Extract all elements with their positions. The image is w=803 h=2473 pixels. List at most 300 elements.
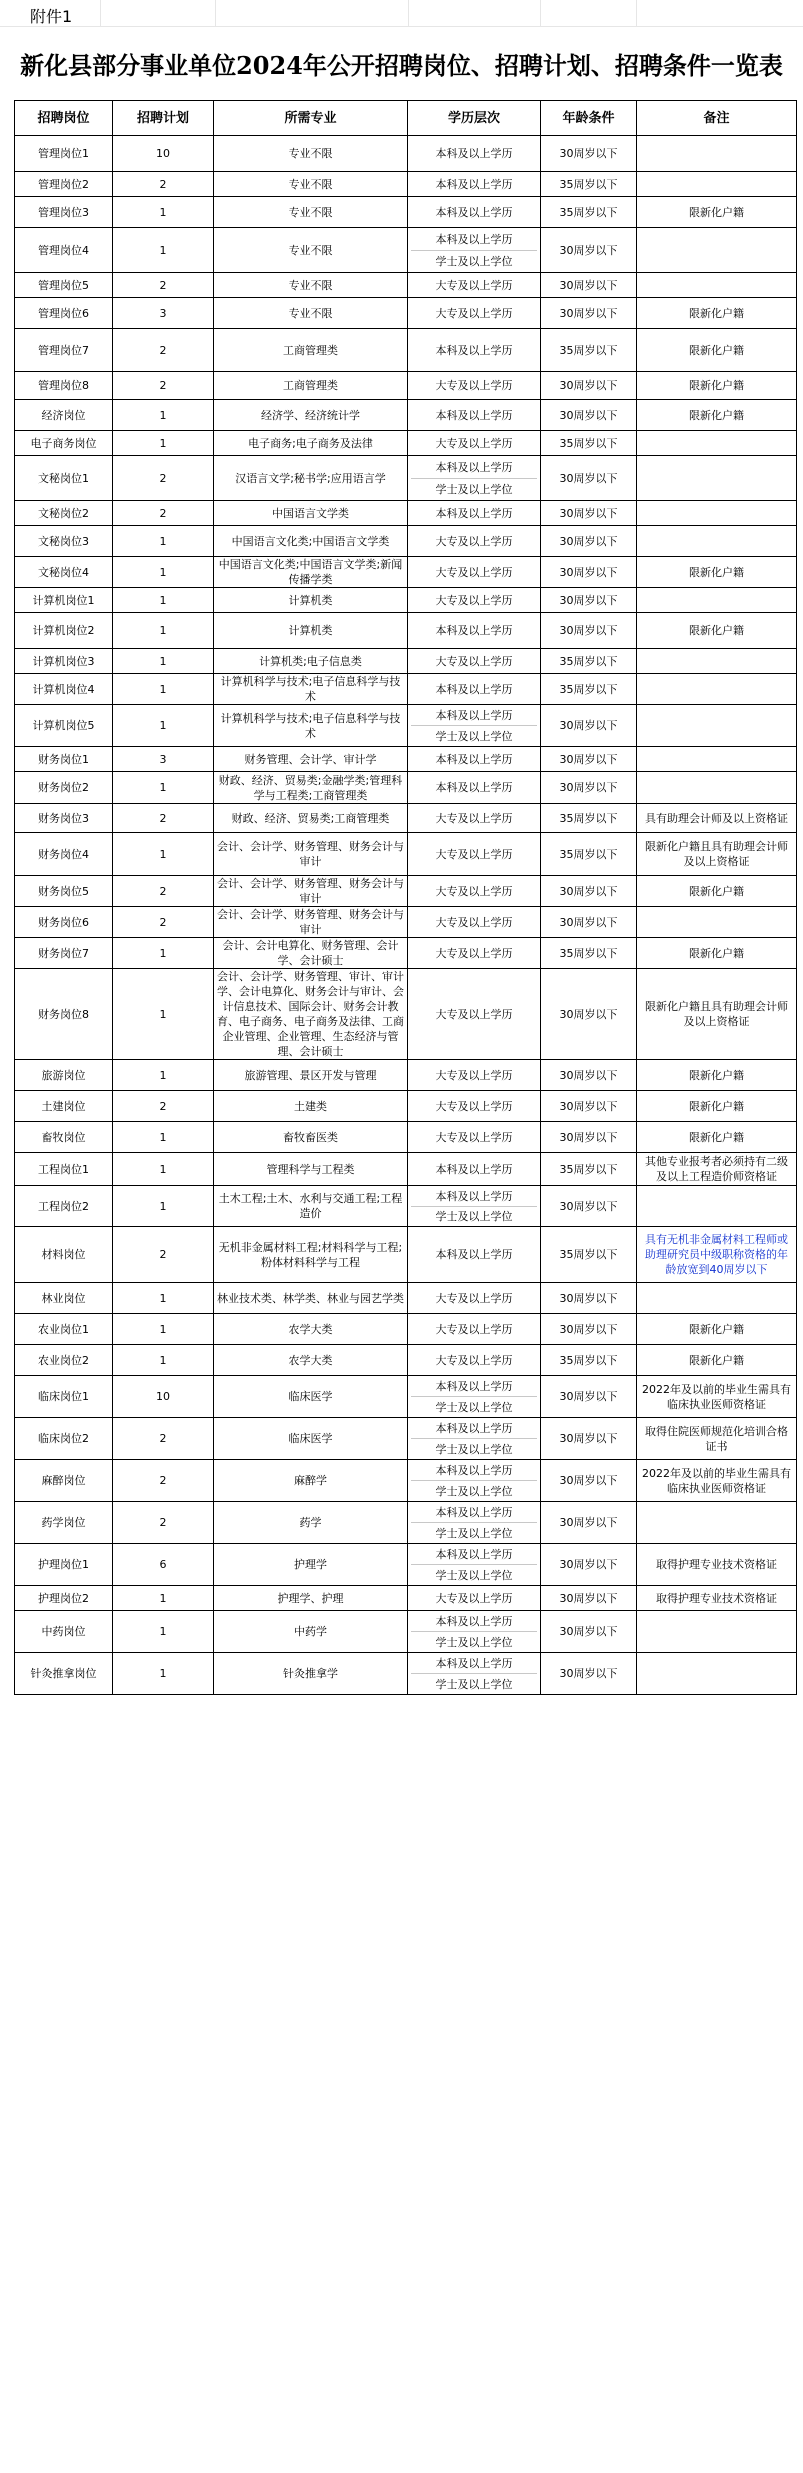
cell-position: 财务岗位7: [15, 938, 113, 969]
cell-major: 计算机类;电子信息类: [214, 649, 408, 674]
gridline: [215, 0, 216, 26]
cell-major: 中国语言文化类;中国语言文学类: [214, 526, 408, 557]
cell-age: 35周岁以下: [541, 1153, 637, 1186]
cell-age: 35周岁以下: [541, 649, 637, 674]
table-row: [15, 1345, 797, 1376]
cell-plan: 1: [113, 197, 214, 228]
cell-position: 土建岗位: [15, 1091, 113, 1122]
cell-notes: 限新化户籍: [637, 298, 797, 329]
table-row: [15, 876, 797, 907]
cell-plan: 2: [113, 329, 214, 372]
cell-major: 中国语言文学类: [214, 501, 408, 526]
cell-education: 大专及以上学历: [408, 273, 541, 298]
cell-education: [408, 1653, 541, 1695]
cell-age: 30周岁以下: [541, 456, 637, 501]
cell-plan: 1: [113, 228, 214, 273]
cell-notes: [637, 907, 797, 938]
cell-plan: 1: [113, 1186, 214, 1227]
cell-major: 专业不限: [214, 172, 408, 197]
gridline: [408, 0, 409, 26]
cell-position: 财务岗位5: [15, 876, 113, 907]
cell-notes: 限新化户籍且具有助理会计师及以上资格证: [637, 969, 797, 1060]
cell-notes: [637, 456, 797, 501]
cell-position: 管理岗位2: [15, 172, 113, 197]
cell-position: 管理岗位6: [15, 298, 113, 329]
cell-notes: [637, 1653, 797, 1695]
table-row: [15, 833, 797, 876]
cell-major: 计算机类: [214, 588, 408, 613]
cell-position: 护理岗位1: [15, 1544, 113, 1586]
cell-notes: [637, 1611, 797, 1653]
cell-major: 会计、会计电算化、财务管理、会计学、会计硕士: [214, 938, 408, 969]
cell-position: 计算机岗位2: [15, 613, 113, 649]
cell-position: 畜牧岗位: [15, 1122, 113, 1153]
table-row: [15, 747, 797, 772]
table-row: [15, 1153, 797, 1186]
cell-education: 大专及以上学历: [408, 1091, 541, 1122]
education-level: 本科及以上学历: [411, 1418, 537, 1439]
table-row: [15, 1186, 797, 1227]
cell-major: 临床医学: [214, 1418, 408, 1460]
gridline: [540, 0, 541, 26]
cell-age: 35周岁以下: [541, 431, 637, 456]
cell-major: 中国语言文化类;中国语言文学类;新闻传播学类: [214, 557, 408, 588]
cell-age: 30周岁以下: [541, 1060, 637, 1091]
cell-education: 大专及以上学历: [408, 833, 541, 876]
cell-notes: [637, 273, 797, 298]
cell-major: 专业不限: [214, 136, 408, 172]
table-row: [15, 613, 797, 649]
cell-education: 大专及以上学历: [408, 557, 541, 588]
cell-education: [408, 1376, 541, 1418]
cell-position: 麻醉岗位: [15, 1460, 113, 1502]
cell-notes: 限新化户籍: [637, 1314, 797, 1345]
cell-position: 财务岗位3: [15, 804, 113, 833]
table-row: [15, 329, 797, 372]
degree-level: 学士及以上学位: [435, 483, 513, 496]
cell-major: 农学大类: [214, 1314, 408, 1345]
cell-education: 大专及以上学历: [408, 804, 541, 833]
cell-major: 林业技术类、林学类、林业与园艺学类: [214, 1283, 408, 1314]
cell-major: 中药学: [214, 1611, 408, 1653]
cell-notes: [637, 1283, 797, 1314]
table-row: [15, 1122, 797, 1153]
cell-position: 电子商务岗位: [15, 431, 113, 456]
cell-major: 财政、经济、贸易类;工商管理类: [214, 804, 408, 833]
cell-education: 大专及以上学历: [408, 1122, 541, 1153]
table-row: [15, 804, 797, 833]
cell-position: 旅游岗位: [15, 1060, 113, 1091]
cell-notes: 限新化户籍: [637, 1060, 797, 1091]
degree-level: 学士及以上学位: [435, 729, 513, 743]
cell-education: [408, 1418, 541, 1460]
degree-level: 学士及以上学位: [435, 1568, 513, 1582]
cell-position: 经济岗位: [15, 400, 113, 431]
cell-notes: 具有助理会计师及以上资格证: [637, 804, 797, 833]
degree-level: 学士及以上学位: [435, 255, 513, 268]
table-row: [15, 197, 797, 228]
cell-age: 35周岁以下: [541, 197, 637, 228]
cell-position: 财务岗位8: [15, 969, 113, 1060]
cell-position: 工程岗位2: [15, 1186, 113, 1227]
cell-major: 农学大类: [214, 1345, 408, 1376]
cell-education: 大专及以上学历: [408, 1586, 541, 1611]
cell-notes: [637, 228, 797, 273]
attachment-label: 附件1: [30, 7, 73, 26]
cell-position: 文秘岗位2: [15, 501, 113, 526]
table-row: [15, 228, 797, 273]
table-row: [15, 588, 797, 613]
cell-education: 大专及以上学历: [408, 431, 541, 456]
cell-position: 管理岗位8: [15, 372, 113, 400]
table-row: [15, 456, 797, 501]
cell-notes: 限新化户籍: [637, 557, 797, 588]
cell-age: 35周岁以下: [541, 172, 637, 197]
cell-position: 林业岗位: [15, 1283, 113, 1314]
cell-major: 药学: [214, 1502, 408, 1544]
cell-education: 本科及以上学历: [408, 172, 541, 197]
cell-age: 30周岁以下: [541, 907, 637, 938]
attachment-row: [0, 0, 803, 27]
cell-plan: 2: [113, 876, 214, 907]
cell-position: 计算机岗位3: [15, 649, 113, 674]
cell-major: 临床医学: [214, 1376, 408, 1418]
cell-age: 30周岁以下: [541, 557, 637, 588]
cell-age: 30周岁以下: [541, 1611, 637, 1653]
cell-major: 工商管理类: [214, 372, 408, 400]
cell-education: [408, 1186, 541, 1227]
table-row: [15, 273, 797, 298]
cell-education: [408, 228, 541, 273]
table-row: [15, 1227, 797, 1283]
cell-major: 财务管理、会计学、审计学: [214, 747, 408, 772]
cell-position: 计算机岗位1: [15, 588, 113, 613]
table-row: [15, 772, 797, 804]
cell-notes: 2022年及以前的毕业生需具有临床执业医师资格证: [637, 1376, 797, 1418]
education-level: 本科及以上学历: [411, 1460, 537, 1481]
cell-major: 会计、会计学、财务管理、财务会计与审计: [214, 833, 408, 876]
table-row: [15, 501, 797, 526]
education-level: 本科及以上学历: [411, 705, 537, 726]
cell-position: 财务岗位6: [15, 907, 113, 938]
table-row: [15, 705, 797, 747]
col-header-position: 招聘岗位: [15, 101, 113, 136]
cell-education: 本科及以上学历: [408, 197, 541, 228]
cell-plan: 1: [113, 1153, 214, 1186]
cell-plan: 1: [113, 400, 214, 431]
cell-plan: 2: [113, 273, 214, 298]
cell-education: 大专及以上学历: [408, 1060, 541, 1091]
cell-notes: 限新化户籍: [637, 329, 797, 372]
table-row: [15, 1586, 797, 1611]
cell-plan: 10: [113, 136, 214, 172]
cell-plan: 2: [113, 501, 214, 526]
cell-education: [408, 456, 541, 501]
degree-level: 学士及以上学位: [435, 1442, 513, 1456]
table-row: [15, 1376, 797, 1418]
col-header-plan: 招聘计划: [113, 101, 214, 136]
cell-major: 财政、经济、贸易类;金融学类;管理科学与工程类;工商管理类: [214, 772, 408, 804]
cell-position: 计算机岗位5: [15, 705, 113, 747]
cell-major: 旅游管理、景区开发与管理: [214, 1060, 408, 1091]
cell-age: 30周岁以下: [541, 876, 637, 907]
cell-age: 30周岁以下: [541, 613, 637, 649]
cell-age: 30周岁以下: [541, 298, 637, 329]
degree-level: 学士及以上学位: [435, 1677, 513, 1691]
col-header-major: 所需专业: [214, 101, 408, 136]
cell-age: 30周岁以下: [541, 1314, 637, 1345]
table-row: [15, 1283, 797, 1314]
cell-education: 大专及以上学历: [408, 649, 541, 674]
cell-education: 本科及以上学历: [408, 136, 541, 172]
cell-education: 本科及以上学历: [408, 1153, 541, 1186]
education-level: 本科及以上学历: [411, 1502, 537, 1523]
cell-age: 30周岁以下: [541, 372, 637, 400]
table-row: [15, 172, 797, 197]
cell-age: 30周岁以下: [541, 1586, 637, 1611]
table-row: [15, 1502, 797, 1544]
cell-notes: 取得护理专业技术资格证: [637, 1544, 797, 1586]
cell-major: 经济学、经济统计学: [214, 400, 408, 431]
cell-plan: 1: [113, 557, 214, 588]
cell-major: 计算机科学与技术;电子信息科学与技术: [214, 674, 408, 705]
cell-age: 30周岁以下: [541, 1653, 637, 1695]
cell-position: 药学岗位: [15, 1502, 113, 1544]
cell-position: 农业岗位1: [15, 1314, 113, 1345]
cell-position: 护理岗位2: [15, 1586, 113, 1611]
cell-notes: 限新化户籍: [637, 938, 797, 969]
cell-age: 30周岁以下: [541, 588, 637, 613]
cell-education: 大专及以上学历: [408, 298, 541, 329]
degree-level: 学士及以上学位: [435, 1526, 513, 1540]
cell-notes: [637, 431, 797, 456]
cell-notes: [637, 747, 797, 772]
cell-major: 专业不限: [214, 228, 408, 273]
cell-age: 35周岁以下: [541, 938, 637, 969]
cell-position: 计算机岗位4: [15, 674, 113, 705]
cell-position: 财务岗位2: [15, 772, 113, 804]
cell-plan: 2: [113, 372, 214, 400]
cell-plan: 1: [113, 1060, 214, 1091]
cell-age: 30周岁以下: [541, 1122, 637, 1153]
table-row: [15, 674, 797, 705]
cell-plan: 2: [113, 1418, 214, 1460]
cell-age: 30周岁以下: [541, 747, 637, 772]
cell-age: 30周岁以下: [541, 772, 637, 804]
cell-major: 会计、会计学、财务管理、审计、审计学、会计电算化、财务会计与审计、会计信息技术、国际会计、财务会计教育、电子商务、电子商务及法律、工商企业管理、企业管理、生态经济与管理、会计硕士: [214, 969, 408, 1060]
cell-plan: 2: [113, 456, 214, 501]
recruitment-table: [14, 100, 797, 1695]
cell-notes: 限新化户籍: [637, 400, 797, 431]
cell-major: 管理科学与工程类: [214, 1153, 408, 1186]
cell-position: 管理岗位5: [15, 273, 113, 298]
cell-age: 30周岁以下: [541, 969, 637, 1060]
cell-age: 30周岁以下: [541, 1283, 637, 1314]
cell-plan: 1: [113, 1122, 214, 1153]
cell-education: [408, 1611, 541, 1653]
header-row: [15, 101, 797, 136]
cell-position: 财务岗位4: [15, 833, 113, 876]
cell-position: 管理岗位7: [15, 329, 113, 372]
cell-notes: [637, 136, 797, 172]
cell-notes: [637, 772, 797, 804]
table-row: [15, 1314, 797, 1345]
cell-position: 农业岗位2: [15, 1345, 113, 1376]
cell-education: [408, 1460, 541, 1502]
cell-notes: [637, 1186, 797, 1227]
table-row: [15, 431, 797, 456]
cell-major: 工商管理类: [214, 329, 408, 372]
cell-age: 35周岁以下: [541, 833, 637, 876]
table-body: [15, 136, 797, 1695]
education-level: 本科及以上学历: [411, 1186, 537, 1207]
cell-plan: 1: [113, 938, 214, 969]
cell-age: 35周岁以下: [541, 1345, 637, 1376]
cell-age: 30周岁以下: [541, 526, 637, 557]
education-level: 本科及以上学历: [411, 1376, 537, 1397]
cell-age: 30周岁以下: [541, 273, 637, 298]
cell-notes: 限新化户籍: [637, 372, 797, 400]
cell-age: 30周岁以下: [541, 1544, 637, 1586]
cell-plan: 3: [113, 747, 214, 772]
cell-major: 电子商务;电子商务及法律: [214, 431, 408, 456]
cell-plan: 1: [113, 1586, 214, 1611]
cell-age: 30周岁以下: [541, 1502, 637, 1544]
gridline: [636, 0, 637, 26]
gridline: [100, 0, 101, 26]
degree-level: 学士及以上学位: [435, 1400, 513, 1414]
cell-age: 35周岁以下: [541, 804, 637, 833]
degree-level: 学士及以上学位: [435, 1210, 513, 1223]
cell-major: 计算机科学与技术;电子信息科学与技术: [214, 705, 408, 747]
cell-education: 本科及以上学历: [408, 329, 541, 372]
cell-education: 大专及以上学历: [408, 1283, 541, 1314]
cell-plan: 1: [113, 1345, 214, 1376]
cell-major: 护理学、护理: [214, 1586, 408, 1611]
cell-education: [408, 705, 541, 747]
cell-plan: 1: [113, 1283, 214, 1314]
cell-position: 材料岗位: [15, 1227, 113, 1283]
cell-position: 文秘岗位1: [15, 456, 113, 501]
cell-plan: 10: [113, 1376, 214, 1418]
cell-education: 大专及以上学历: [408, 526, 541, 557]
cell-education: 大专及以上学历: [408, 907, 541, 938]
table-row: [15, 400, 797, 431]
cell-notes: 限新化户籍且具有助理会计师及以上资格证: [637, 833, 797, 876]
cell-notes: 限新化户籍: [637, 1345, 797, 1376]
cell-age: 30周岁以下: [541, 136, 637, 172]
cell-age: 35周岁以下: [541, 1227, 637, 1283]
cell-major: 土木工程;土木、水利与交通工程;工程造价: [214, 1186, 408, 1227]
cell-age: 30周岁以下: [541, 501, 637, 526]
cell-plan: 2: [113, 907, 214, 938]
education-level: 本科及以上学历: [411, 1653, 537, 1674]
cell-notes: 取得护理专业技术资格证: [637, 1586, 797, 1611]
table-row: [15, 1611, 797, 1653]
cell-position: 临床岗位2: [15, 1418, 113, 1460]
cell-major: 计算机类: [214, 613, 408, 649]
cell-age: 30周岁以下: [541, 1376, 637, 1418]
cell-age: 30周岁以下: [541, 228, 637, 273]
cell-age: 30周岁以下: [541, 705, 637, 747]
degree-level: 学士及以上学位: [435, 1635, 513, 1649]
cell-plan: 1: [113, 1314, 214, 1345]
cell-age: 30周岁以下: [541, 1091, 637, 1122]
cell-plan: 1: [113, 772, 214, 804]
cell-major: 针灸推拿学: [214, 1653, 408, 1695]
cell-education: 大专及以上学历: [408, 969, 541, 1060]
cell-notes: 限新化户籍: [637, 197, 797, 228]
cell-education: [408, 1502, 541, 1544]
table-row: [15, 1091, 797, 1122]
cell-major: 专业不限: [214, 197, 408, 228]
cell-notes: 限新化户籍: [637, 1091, 797, 1122]
table-row: [15, 136, 797, 172]
col-header-age: 年龄条件: [541, 101, 637, 136]
cell-notes: [637, 588, 797, 613]
cell-plan: 1: [113, 969, 214, 1060]
cell-education: 本科及以上学历: [408, 501, 541, 526]
cell-plan: 1: [113, 674, 214, 705]
cell-major: 会计、会计学、财务管理、财务会计与审计: [214, 907, 408, 938]
cell-major: 汉语言文学;秘书学;应用语言学: [214, 456, 408, 501]
cell-position: 针灸推拿岗位: [15, 1653, 113, 1695]
cell-major: 护理学: [214, 1544, 408, 1586]
cell-plan: 1: [113, 431, 214, 456]
cell-age: 30周岁以下: [541, 400, 637, 431]
cell-age: 30周岁以下: [541, 1460, 637, 1502]
cell-notes: 2022年及以前的毕业生需具有临床执业医师资格证: [637, 1460, 797, 1502]
page-title: 新化县部分事业单位2024年公开招聘岗位、招聘计划、招聘条件一览表: [20, 50, 783, 80]
cell-education: 大专及以上学历: [408, 1314, 541, 1345]
cell-notes: [637, 649, 797, 674]
table-row: [15, 649, 797, 674]
cell-plan: 6: [113, 1544, 214, 1586]
education-level: 本科及以上学历: [411, 228, 537, 251]
cell-notes: 限新化户籍: [637, 876, 797, 907]
cell-major: 土建类: [214, 1091, 408, 1122]
cell-notes: 具有无机非金属材料工程师或助理研究员中级职称资格的年龄放宽到40周岁以下: [637, 1227, 797, 1283]
cell-position: 管理岗位3: [15, 197, 113, 228]
cell-plan: 2: [113, 1502, 214, 1544]
education-level: 本科及以上学历: [411, 456, 537, 479]
cell-plan: 2: [113, 1227, 214, 1283]
cell-education: 本科及以上学历: [408, 747, 541, 772]
cell-notes: [637, 674, 797, 705]
cell-notes: 取得住院医师规范化培训合格证书: [637, 1418, 797, 1460]
table-row: [15, 938, 797, 969]
cell-plan: 1: [113, 833, 214, 876]
cell-age: 30周岁以下: [541, 1418, 637, 1460]
cell-plan: 1: [113, 1611, 214, 1653]
education-level: 本科及以上学历: [411, 1544, 537, 1565]
cell-notes: [637, 705, 797, 747]
cell-notes: [637, 1502, 797, 1544]
cell-plan: 1: [113, 526, 214, 557]
cell-position: 临床岗位1: [15, 1376, 113, 1418]
col-header-education: 学历层次: [408, 101, 541, 136]
cell-major: 麻醉学: [214, 1460, 408, 1502]
cell-age: 35周岁以下: [541, 674, 637, 705]
cell-notes: 其他专业报考者必须持有二级及以上工程造价师资格证: [637, 1153, 797, 1186]
table-row: [15, 298, 797, 329]
cell-major: 专业不限: [214, 298, 408, 329]
cell-education: 本科及以上学历: [408, 674, 541, 705]
table-row: [15, 557, 797, 588]
cell-position: 文秘岗位3: [15, 526, 113, 557]
cell-plan: 2: [113, 1091, 214, 1122]
degree-level: 学士及以上学位: [435, 1484, 513, 1498]
